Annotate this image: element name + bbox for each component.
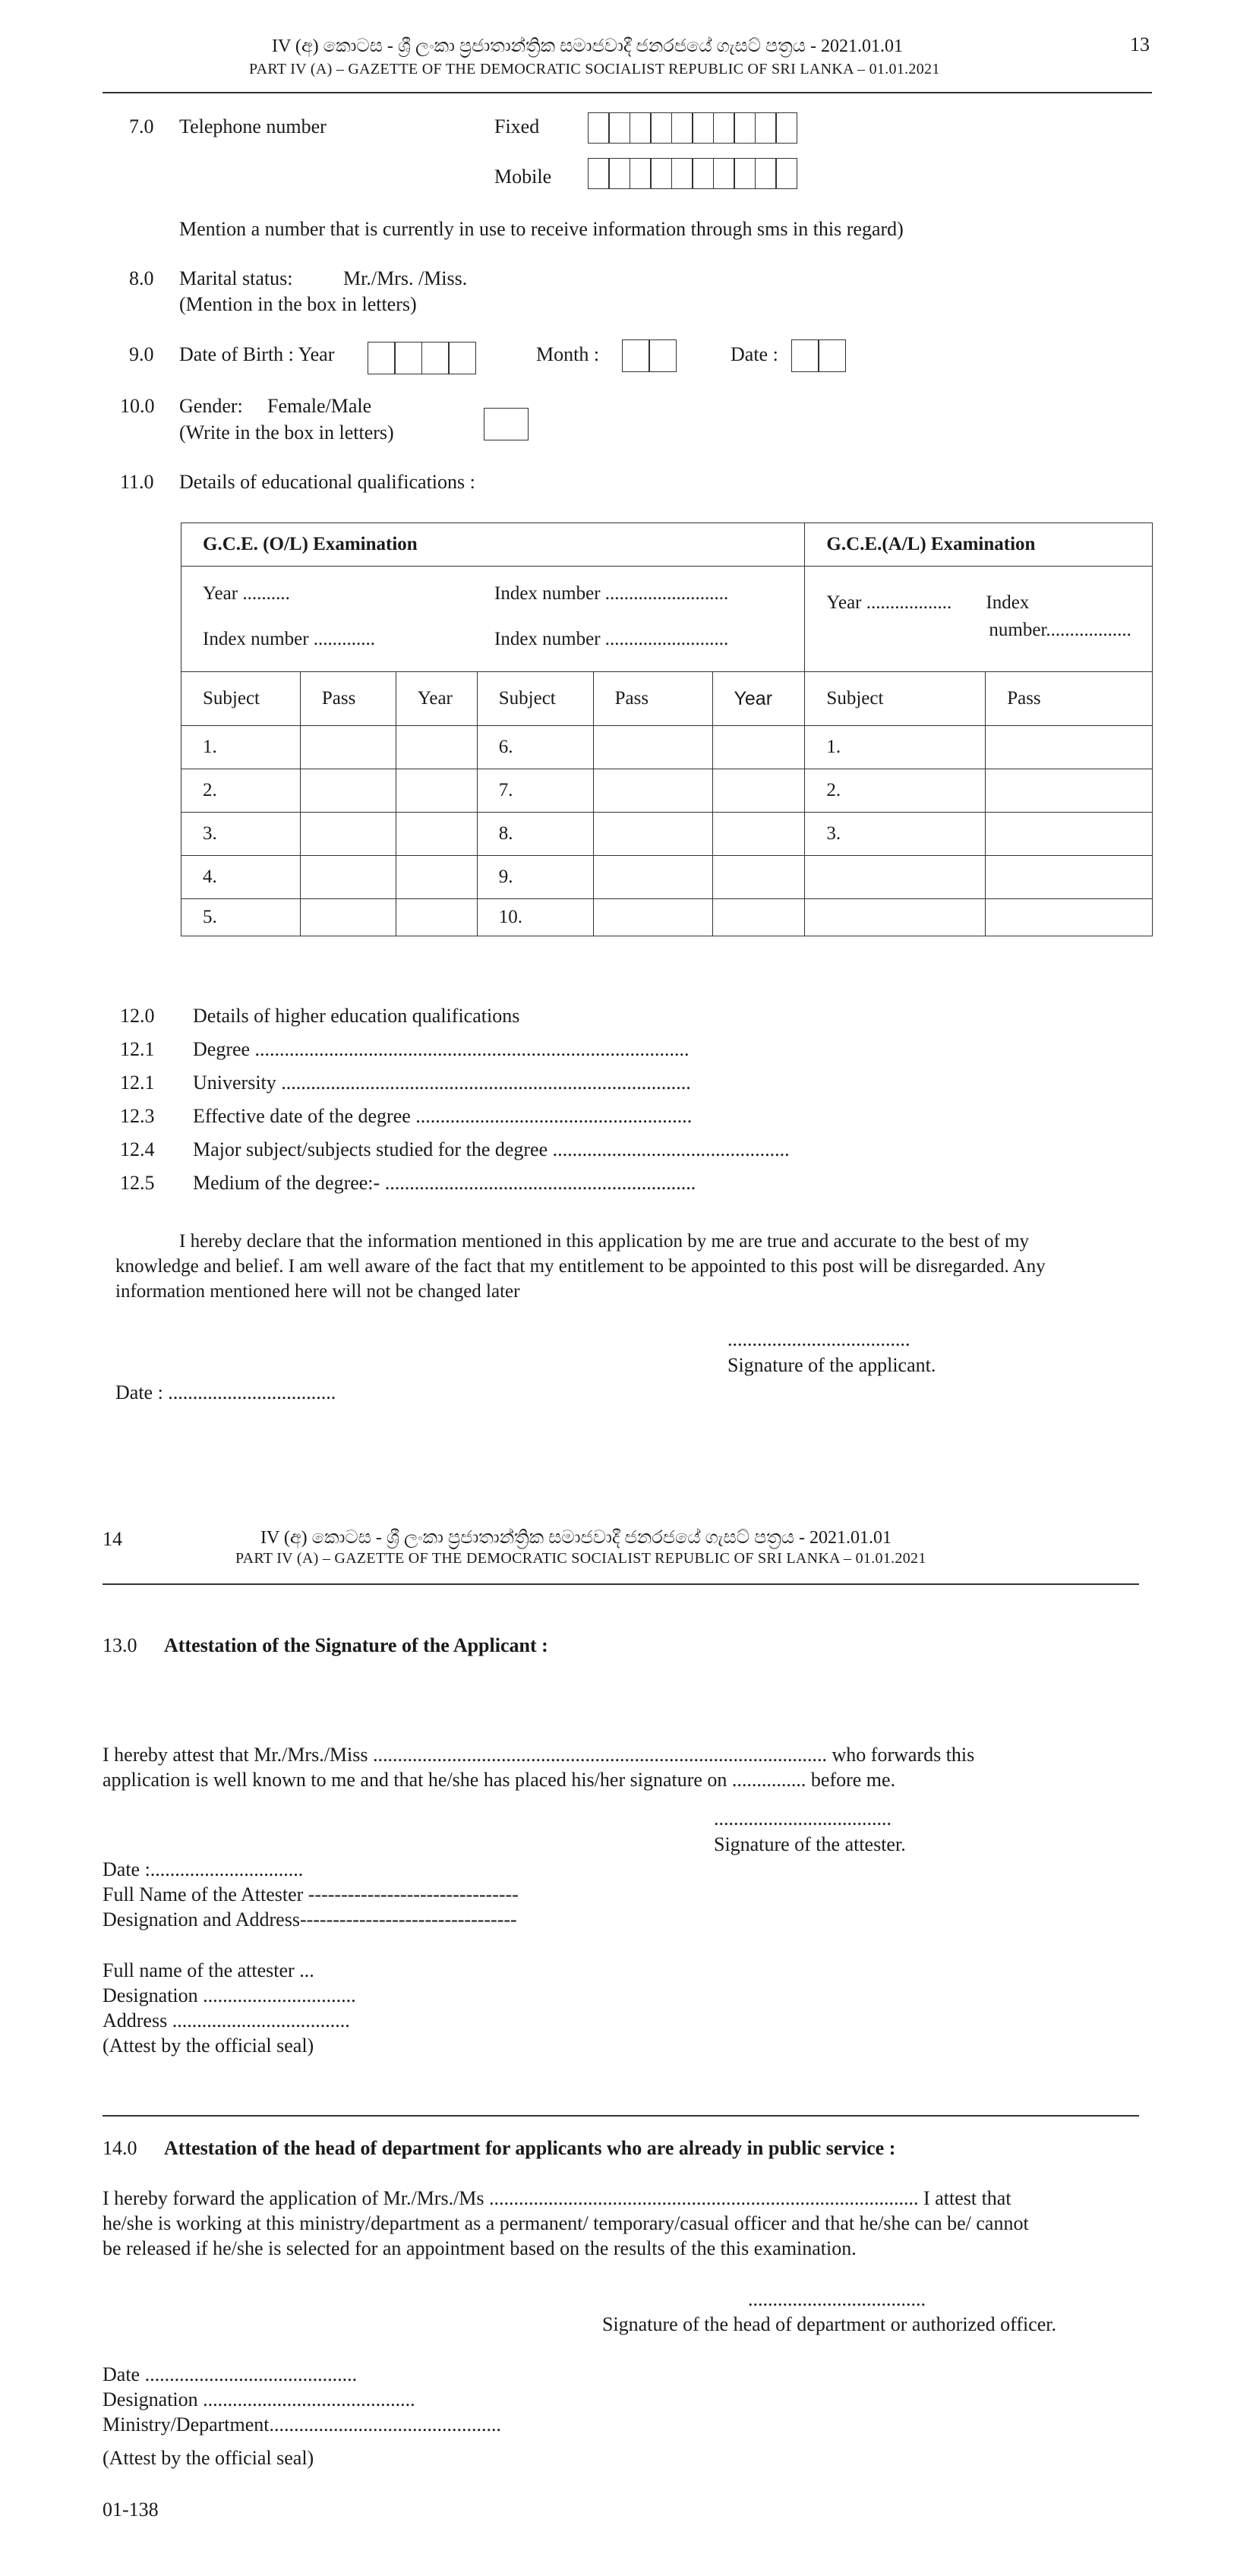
al-pass-cell[interactable] (986, 899, 1153, 936)
attester-date-line[interactable]: Date :............................... (103, 1858, 304, 1880)
attest-statement-line-2: application is well known to me and that he/she has placed his/her signature on ............... before me. (103, 1769, 896, 1791)
ol-year-cell[interactable] (396, 769, 477, 813)
page-number: 13 (1130, 33, 1150, 55)
col-subject: Subject (805, 672, 986, 726)
forward-statement-line-1: I hereby forward the application of Mr./Mrs./Ms ....................................................................................... I attest that (103, 2187, 1011, 2209)
row-num: 9. (477, 856, 593, 899)
row-num: 1. (805, 726, 986, 769)
attester-address-line[interactable]: Address .................................... (103, 2009, 350, 2031)
al-pass-cell[interactable] (986, 769, 1153, 813)
row-num: 6. (477, 726, 593, 769)
ol-pass-cell[interactable] (300, 726, 396, 769)
col-year: Year (396, 672, 477, 726)
ol-pass-cell[interactable] (593, 856, 712, 899)
attester-signature-line[interactable]: .................................... (714, 1807, 892, 1829)
page-number: 14 (103, 1528, 122, 1550)
telephone-note: Mention a number that is currently in use to receive information through sms in this regard) (179, 218, 904, 240)
table-row (181, 769, 1153, 813)
head-date-line[interactable]: Date ........................................... (103, 2363, 358, 2385)
ol-year-cell[interactable] (712, 769, 805, 813)
row-num: 4. (181, 856, 301, 899)
mobile-label: Mobile (494, 166, 552, 188)
al-pass-cell[interactable] (986, 856, 1153, 899)
education-label: Details of educational qualifications : (179, 471, 475, 493)
university-line[interactable]: University ................................................................................... (193, 1072, 691, 1094)
row-num: 7. (477, 769, 593, 813)
section-rule (103, 2115, 1139, 2117)
table-row (181, 726, 1153, 769)
applicant-date-line[interactable]: Date : .................................. (115, 1381, 336, 1403)
telephone-label: Telephone number (179, 115, 327, 137)
ministry-department-line[interactable]: Ministry/Department............................................... (103, 2413, 502, 2436)
ol-index-2: Index number ............. (203, 629, 376, 649)
attester-signature-label: Signature of the attester. (714, 1833, 906, 1855)
education-table (181, 522, 1153, 936)
row-num: 8. (477, 813, 593, 856)
head-designation-line[interactable]: Designation ........................................... (103, 2388, 415, 2410)
ol-year-cell[interactable] (712, 813, 805, 856)
attester-designation-line[interactable]: Designation and Address--------------------------------- (103, 1908, 517, 1930)
mobile-number-boxes[interactable] (589, 158, 797, 189)
ol-pass-cell[interactable] (593, 726, 712, 769)
fixed-label: Fixed (494, 115, 540, 137)
ol-pass-cell[interactable] (300, 769, 396, 813)
row-num: 3. (181, 813, 301, 856)
col-pass: Pass (986, 672, 1153, 726)
ol-year-cell[interactable] (396, 813, 477, 856)
al-title: G.C.E.(A/L) Examination (805, 523, 1153, 567)
section-number: 12.0 (120, 1005, 155, 1027)
attester-name-line[interactable]: Full Name of the Attester -------------------------------- (103, 1883, 519, 1905)
page-header-english: PART IV (A) – GAZETTE OF THE DEMOCRATIC SOCIALIST REPUBLIC OF SRI LANKA – 01.01.2021 (249, 61, 940, 77)
section-number: 12.1 (120, 1072, 155, 1094)
applicant-signature-line[interactable]: ..................................... (727, 1328, 910, 1350)
head-attestation-title: Attestation of the head of department for applicants who are already in public service : (164, 2137, 896, 2159)
higher-edu-title: Details of higher education qualifications (193, 1005, 520, 1027)
section-number: 12.3 (120, 1105, 155, 1127)
dob-year-boxes[interactable] (368, 342, 476, 374)
col-year: Year (712, 672, 805, 726)
dob-month-label: Month : (536, 343, 600, 365)
ol-index-1: Index number .......................... (494, 583, 729, 604)
row-num: 3. (805, 813, 986, 856)
ol-pass-cell[interactable] (593, 899, 712, 936)
ol-year-cell[interactable] (396, 899, 477, 936)
dob-month-boxes[interactable] (623, 339, 677, 372)
gender-options: Female/Male (267, 395, 372, 417)
table-row (181, 813, 1153, 856)
section-number: 14.0 (103, 2137, 137, 2159)
section-number: 13.0 (103, 1634, 137, 1656)
attestation-title: Attestation of the Signature of the Applicant : (164, 1634, 548, 1656)
section-number: 9.0 (129, 343, 154, 365)
row-num (805, 856, 986, 899)
attester-designation-line-2[interactable]: Designation ............................... (103, 1984, 356, 2006)
effective-date-line[interactable]: Effective date of the degree ........................................................ (193, 1105, 693, 1127)
official-seal-note: (Attest by the official seal) (103, 2447, 314, 2469)
table-row (181, 856, 1153, 899)
declaration-text: I hereby declare that the information mentioned in this application by me are true and accurate to the best of my knowledge and belief. I am well aware of the fact that my entitlement to be appointed to this post will be disregarded. Any information mentioned here will not be changed later (115, 1231, 1046, 1302)
marital-options: Mr./Mrs. /Miss. (343, 267, 468, 289)
row-num: 10. (477, 899, 593, 936)
header-rule (103, 1583, 1139, 1585)
col-subject: Subject (181, 672, 301, 726)
page-header-sinhala: IV (අ) කොටස - ශ්‍රී ලංකා ප්‍රජාතාන්ත්‍රික සමාජවාදී ජනරජයේ ගැසට් පත්‍රය - 2021.01.01 (272, 36, 903, 56)
ol-pass-cell[interactable] (300, 856, 396, 899)
dob-year-label: Date of Birth : Year (179, 343, 335, 365)
ol-details (181, 567, 805, 672)
ol-year-cell[interactable] (396, 856, 477, 899)
forward-statement-line-3: be released if he/she is selected for an appointment based on the results of the this examination. (103, 2237, 857, 2259)
col-subject: Subject (477, 672, 593, 726)
row-num (805, 899, 986, 936)
section-number: 8.0 (129, 267, 154, 289)
gender-label: Gender: (179, 395, 243, 417)
major-subject-line[interactable]: Major subject/subjects studied for the degree ................................................ (193, 1138, 790, 1160)
ol-year: Year .......... (203, 583, 290, 604)
al-index-label: Index (986, 592, 1030, 613)
head-signature-label: Signature of the head of department or authorized officer. (602, 2313, 1057, 2335)
ol-pass-cell[interactable] (593, 813, 712, 856)
section-number: 12.1 (120, 1038, 155, 1060)
al-details (805, 567, 1153, 672)
section-number: 12.4 (120, 1138, 155, 1160)
forward-statement-line-2: he/she is working at this ministry/department as a permanent/ temporary/casual officer and that he/she can be/ cannot (103, 2212, 1029, 2234)
ol-title: G.C.E. (O/L) Examination (181, 523, 805, 567)
section-number: 11.0 (120, 471, 154, 493)
ol-pass-cell[interactable] (593, 769, 712, 813)
dob-date-boxes[interactable] (792, 339, 846, 372)
page-header-sinhala: IV (අ) කොටස - ශ්‍රී ලංකා ප්‍රජාතාන්ත්‍රික සමාජවාදී ජනරජයේ ගැසට් පත්‍රය - 2021.01.01 (260, 1528, 892, 1548)
degree-line[interactable]: Degree ........................................................................................ (193, 1038, 690, 1060)
section-number: 7.0 (129, 115, 154, 137)
ol-year-cell[interactable] (712, 899, 805, 936)
col-pass: Pass (593, 672, 712, 726)
al-pass-cell[interactable] (986, 813, 1153, 856)
row-num: 2. (181, 769, 301, 813)
ol-pass-cell[interactable] (300, 813, 396, 856)
fixed-number-boxes[interactable] (589, 112, 797, 144)
ol-year-cell[interactable] (712, 726, 805, 769)
ol-index-3: Index number .......................... (494, 629, 729, 649)
section-number: 10.0 (120, 395, 155, 417)
medium-line[interactable]: Medium of the degree:- ............................................................... (193, 1172, 696, 1194)
ol-year-cell[interactable] (712, 856, 805, 899)
table-row (181, 899, 1153, 936)
col-pass: Pass (300, 672, 396, 726)
head-signature-line[interactable]: .................................... (748, 2288, 926, 2310)
page-header-english: PART IV (A) – GAZETTE OF THE DEMOCRATIC SOCIALIST REPUBLIC OF SRI LANKA – 01.01.2021 (235, 1550, 926, 1567)
al-pass-cell[interactable] (986, 726, 1153, 769)
section-number: 12.5 (120, 1172, 155, 1194)
gender-note: (Write in the box in letters) (179, 421, 394, 444)
attester-fullname-line[interactable]: Full name of the attester ... (103, 1959, 314, 1981)
footer-code: 01-138 (103, 2499, 159, 2521)
ol-year-cell[interactable] (396, 726, 477, 769)
dob-date-label: Date : (731, 343, 778, 365)
ol-pass-cell[interactable] (300, 899, 396, 936)
attest-statement-line-1: I hereby attest that Mr./Mrs./Miss ............................................................................................ who forwards this (103, 1744, 975, 1766)
official-seal-note: (Attest by the official seal) (103, 2035, 314, 2057)
gender-box[interactable] (484, 408, 529, 440)
row-num: 2. (805, 769, 986, 813)
header-rule (103, 92, 1152, 93)
marital-label: Marital status: (179, 267, 293, 289)
applicant-signature-label: Signature of the applicant. (727, 1354, 936, 1376)
row-num: 1. (181, 726, 301, 769)
row-num: 5. (181, 899, 301, 936)
al-index-number: number.................. (989, 620, 1131, 640)
marital-note: (Mention in the box in letters) (179, 293, 417, 315)
al-year: Year .................. (826, 592, 952, 613)
